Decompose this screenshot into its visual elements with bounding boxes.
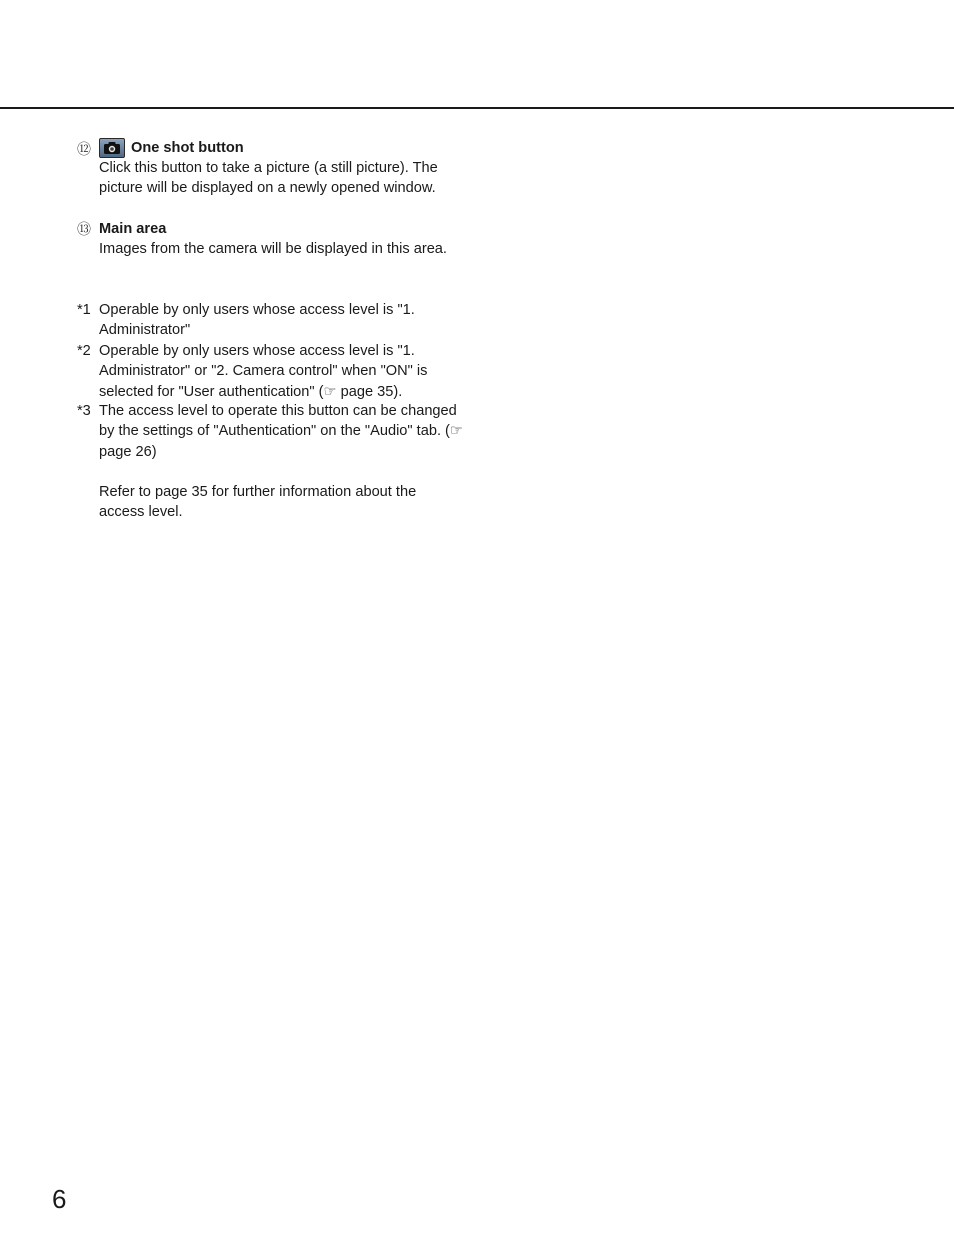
page-number: 6 — [52, 1184, 67, 1214]
note-mark: *1 — [77, 302, 91, 318]
item-number: ⑫ — [77, 141, 91, 157]
pointing-hand-icon: ☞ — [323, 383, 337, 400]
refer-paragraph: Refer to page 35 for further information about the access level. — [99, 484, 417, 521]
item-number: ⑬ — [77, 221, 91, 237]
item-heading — [99, 138, 244, 158]
item-description: Click this button to take a picture (a still picture). The picture will be displayed on a newly opened window. — [99, 160, 438, 197]
note-mark: *3 — [77, 403, 91, 419]
note-text — [99, 341, 464, 402]
camera-icon — [99, 138, 125, 158]
item-description: Images from the camera will be displayed in this area. — [99, 241, 447, 257]
note-text — [99, 401, 464, 462]
note-mark: *2 — [77, 343, 91, 359]
note-text-part: Operable by only users whose access level is "1. Administrator" or "2. Camera control" when "ON" is selected for "User authentication" ( — [99, 343, 428, 400]
note-text-part: page 26) — [99, 443, 157, 460]
note-text-part: page 35). — [336, 383, 403, 400]
note-text-part: The access level to operate this button can be changed by the settings of "Authentication" on the "Audio" tab. ( — [99, 403, 457, 440]
header-rule — [0, 107, 954, 109]
item-title: One shot button — [131, 140, 244, 156]
note-text: Operable by only users whose access level is "1. Administrator" — [99, 302, 415, 339]
item-title: Main area — [99, 221, 167, 237]
item-heading — [99, 219, 166, 239]
pointing-hand-icon: ☞ — [449, 423, 464, 440]
